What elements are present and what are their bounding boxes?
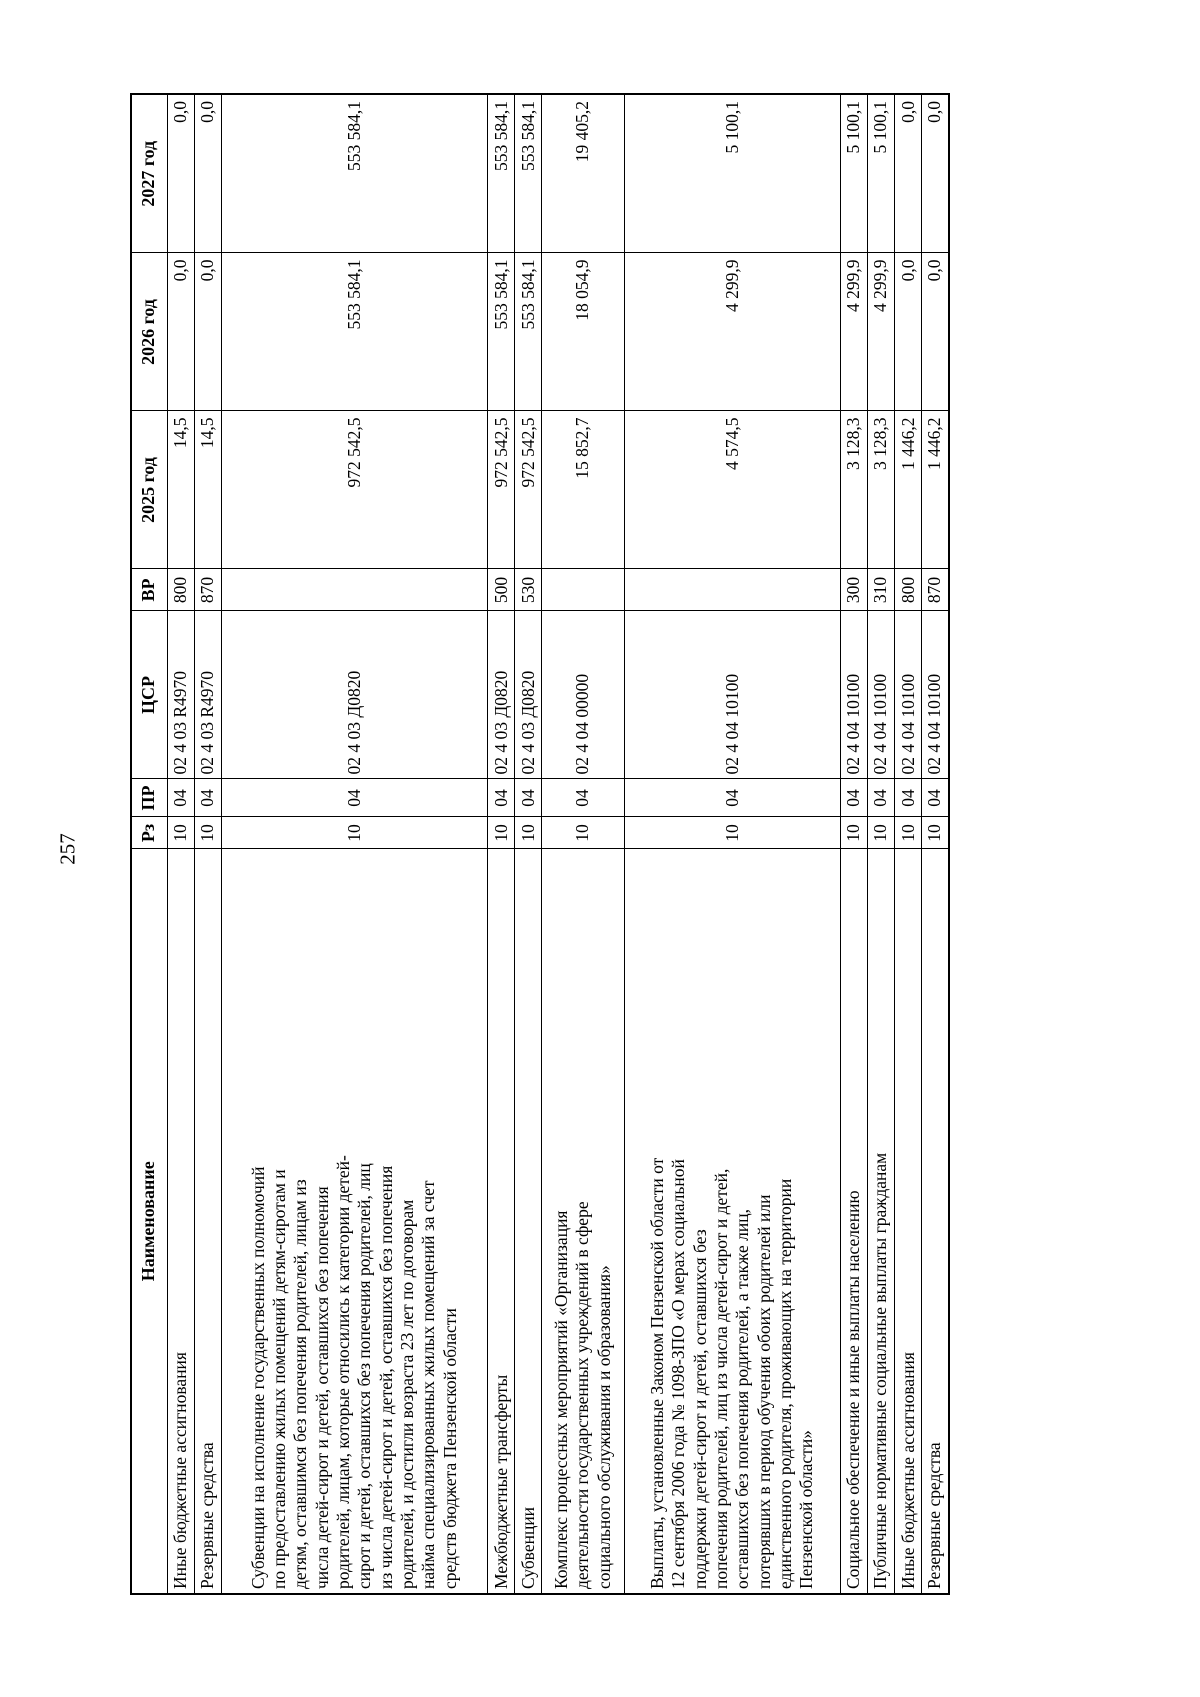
row-vr: 870 xyxy=(194,569,221,611)
row-name xyxy=(515,849,542,1594)
row-2026: 4 299,9 xyxy=(867,253,894,411)
row-rz: 10 xyxy=(840,817,867,849)
row-2027: 5 100,1 xyxy=(840,94,867,253)
row-pr: 04 xyxy=(221,779,487,817)
row-2027: 0,0 xyxy=(167,94,194,253)
row-vr: 310 xyxy=(867,569,894,611)
row-name-line: средств бюджета Пензенской области xyxy=(439,1308,460,1589)
row-name xyxy=(167,849,194,1594)
row-name-line: родителей, и достигли возраста 23 лет по договорам xyxy=(397,1199,418,1589)
row-rz: 10 xyxy=(221,817,487,849)
row-vr xyxy=(542,569,624,611)
row-rz: 10 xyxy=(167,817,194,849)
row-2025: 972 542,5 xyxy=(488,411,515,569)
row-2025: 1 446,2 xyxy=(922,411,949,569)
row-vr xyxy=(221,569,487,611)
row-name-line: Субвенции на исполнение государственных полномочий xyxy=(247,1166,268,1589)
row-name-line: найма специализированных жилых помещений за счет xyxy=(418,1180,439,1589)
row-csr: 02 4 04 10100 xyxy=(922,611,949,779)
row-name xyxy=(922,849,949,1594)
row-2025: 14,5 xyxy=(194,411,221,569)
row-pr: 04 xyxy=(542,779,624,817)
row-rz: 10 xyxy=(194,817,221,849)
table-row xyxy=(221,94,487,1594)
row-name-line: числа детей-сирот и детей, оставшихся без попечения xyxy=(311,1186,332,1589)
row-2025: 972 542,5 xyxy=(515,411,542,569)
row-name-line: попечения родителей, лиц из числа детей-сирот и детей, xyxy=(710,1168,731,1589)
row-pr: 04 xyxy=(194,779,221,817)
row-2027: 553 584,1 xyxy=(488,94,515,253)
row-2027: 5 100,1 xyxy=(624,94,840,253)
row-csr: 02 4 04 10100 xyxy=(624,611,840,779)
row-name-line: Иные бюджетные ассигнования xyxy=(169,1352,190,1589)
table-row xyxy=(840,94,867,1594)
row-pr: 04 xyxy=(167,779,194,817)
row-pr: 04 xyxy=(840,779,867,817)
row-2027: 0,0 xyxy=(194,94,221,253)
table-row xyxy=(922,94,949,1594)
row-name-line: родителей, лицам, которые относились к категории детей- xyxy=(333,1155,354,1589)
row-name-line: Публичные нормативные социальные выплаты гражданам xyxy=(870,1152,891,1589)
row-2025: 4 574,5 xyxy=(624,411,840,569)
header-rz: Рз xyxy=(131,817,167,849)
row-pr: 04 xyxy=(488,779,515,817)
row-2025: 14,5 xyxy=(167,411,194,569)
row-pr: 04 xyxy=(624,779,840,817)
row-name-line: детям, оставшимся без попечения родителей, лицам из xyxy=(290,1179,311,1589)
table-header-row xyxy=(131,94,167,1594)
row-vr xyxy=(624,569,840,611)
table-row xyxy=(194,94,221,1594)
row-name xyxy=(542,849,624,1594)
row-vr: 300 xyxy=(840,569,867,611)
row-name-line: Иные бюджетные ассигнования xyxy=(897,1352,918,1589)
row-name xyxy=(488,849,515,1594)
table-row xyxy=(867,94,894,1594)
page-number: 257 xyxy=(55,833,80,865)
row-name-line: социального обслуживания и образования» xyxy=(593,1265,614,1589)
row-name-line: поддержки детей-сирот и детей, оставшихся без xyxy=(689,1229,710,1589)
row-2026: 553 584,1 xyxy=(488,253,515,411)
row-csr: 02 4 03 R4970 xyxy=(167,611,194,779)
row-name-line: оставшихся без попечения родителей, а также лиц, xyxy=(732,1208,753,1589)
row-2025: 1 446,2 xyxy=(895,411,922,569)
row-rz: 10 xyxy=(624,817,840,849)
row-2026: 0,0 xyxy=(167,253,194,411)
row-name xyxy=(895,849,922,1594)
row-name xyxy=(194,849,221,1594)
row-csr: 02 4 04 00000 xyxy=(542,611,624,779)
row-pr: 04 xyxy=(922,779,949,817)
row-name-line: Выплаты, установленные Законом Пензенской области от xyxy=(646,1157,667,1589)
row-2026: 4 299,9 xyxy=(624,253,840,411)
row-csr: 02 4 03 Д0820 xyxy=(488,611,515,779)
budget-table-container xyxy=(130,95,950,1595)
row-2025: 972 542,5 xyxy=(221,411,487,569)
row-name-line: Пензенской области» xyxy=(796,1430,817,1589)
row-name xyxy=(221,849,487,1594)
row-2027: 19 405,2 xyxy=(542,94,624,253)
row-vr: 530 xyxy=(515,569,542,611)
row-name-line: Социальное обеспечение и иные выплаты населению xyxy=(843,1190,864,1589)
row-2025: 3 128,3 xyxy=(867,411,894,569)
row-rz: 10 xyxy=(867,817,894,849)
row-name-line: Резервные средства xyxy=(924,1442,945,1589)
row-name-line: единственного родителя, проживающих на территории xyxy=(775,1178,795,1589)
row-name xyxy=(624,849,840,1594)
row-2025: 15 852,7 xyxy=(542,411,624,569)
row-name-line: Межбюджетные трансферты xyxy=(490,1374,511,1589)
row-2026: 553 584,1 xyxy=(221,253,487,411)
row-2026: 0,0 xyxy=(922,253,949,411)
row-name xyxy=(840,849,867,1594)
row-csr: 02 4 03 R4970 xyxy=(194,611,221,779)
row-rz: 10 xyxy=(895,817,922,849)
row-2027: 0,0 xyxy=(895,94,922,253)
row-rz: 10 xyxy=(542,817,624,849)
row-csr: 02 4 04 10100 xyxy=(895,611,922,779)
row-name xyxy=(867,849,894,1594)
row-vr: 500 xyxy=(488,569,515,611)
row-name-line: из числа детей-сирот и детей, оставшихся без попечения xyxy=(375,1165,396,1589)
row-name-line: Резервные средства xyxy=(197,1442,218,1589)
table-row xyxy=(167,94,194,1594)
row-pr: 04 xyxy=(515,779,542,817)
row-name-line: Субвенции xyxy=(517,1506,538,1589)
row-2026: 553 584,1 xyxy=(515,253,542,411)
row-name-line: Комплекс процессных мероприятий «Организация xyxy=(551,1210,572,1589)
row-name-line: 12 сентября 2006 года № 1098-ЗПО «О мерах социальной xyxy=(668,1159,689,1589)
header-2026: 2026 год xyxy=(131,253,167,411)
row-2027: 553 584,1 xyxy=(221,94,487,253)
table-row xyxy=(488,94,515,1594)
row-2027: 553 584,1 xyxy=(515,94,542,253)
header-2025: 2025 год xyxy=(131,411,167,569)
row-2026: 0,0 xyxy=(895,253,922,411)
header-name: Наименование xyxy=(131,849,167,1594)
row-rz: 10 xyxy=(488,817,515,849)
row-name-line: сирот и детей, оставшихся без попечения родителей, лиц xyxy=(354,1163,375,1589)
header-2027: 2027 год xyxy=(131,94,167,253)
table-row xyxy=(895,94,922,1594)
row-2025: 3 128,3 xyxy=(840,411,867,569)
row-2027: 5 100,1 xyxy=(867,94,894,253)
row-name-line: потерявших в период обучения обоих родителей или xyxy=(753,1194,774,1589)
row-2027: 0,0 xyxy=(922,94,949,253)
row-rz: 10 xyxy=(922,817,949,849)
row-pr: 04 xyxy=(895,779,922,817)
row-pr: 04 xyxy=(867,779,894,817)
budget-table xyxy=(130,93,950,1595)
header-csr: ЦСР xyxy=(131,611,167,779)
row-vr: 870 xyxy=(922,569,949,611)
row-name-line: деятельности государственных учреждений в сфере xyxy=(572,1201,593,1589)
table-row xyxy=(515,94,542,1594)
header-pr: ПР xyxy=(131,779,167,817)
row-name-line: по предоставлению жилых помещений детям-сиротам и xyxy=(269,1169,290,1589)
row-csr: 02 4 04 10100 xyxy=(867,611,894,779)
row-2026: 0,0 xyxy=(194,253,221,411)
row-rz: 10 xyxy=(515,817,542,849)
table-row xyxy=(542,94,624,1594)
table-row xyxy=(624,94,840,1594)
row-2026: 4 299,9 xyxy=(840,253,867,411)
row-vr: 800 xyxy=(167,569,194,611)
row-vr: 800 xyxy=(895,569,922,611)
row-csr: 02 4 03 Д0820 xyxy=(221,611,487,779)
header-vr: ВР xyxy=(131,569,167,611)
row-csr: 02 4 04 10100 xyxy=(840,611,867,779)
row-2026: 18 054,9 xyxy=(542,253,624,411)
row-csr: 02 4 03 Д0820 xyxy=(515,611,542,779)
